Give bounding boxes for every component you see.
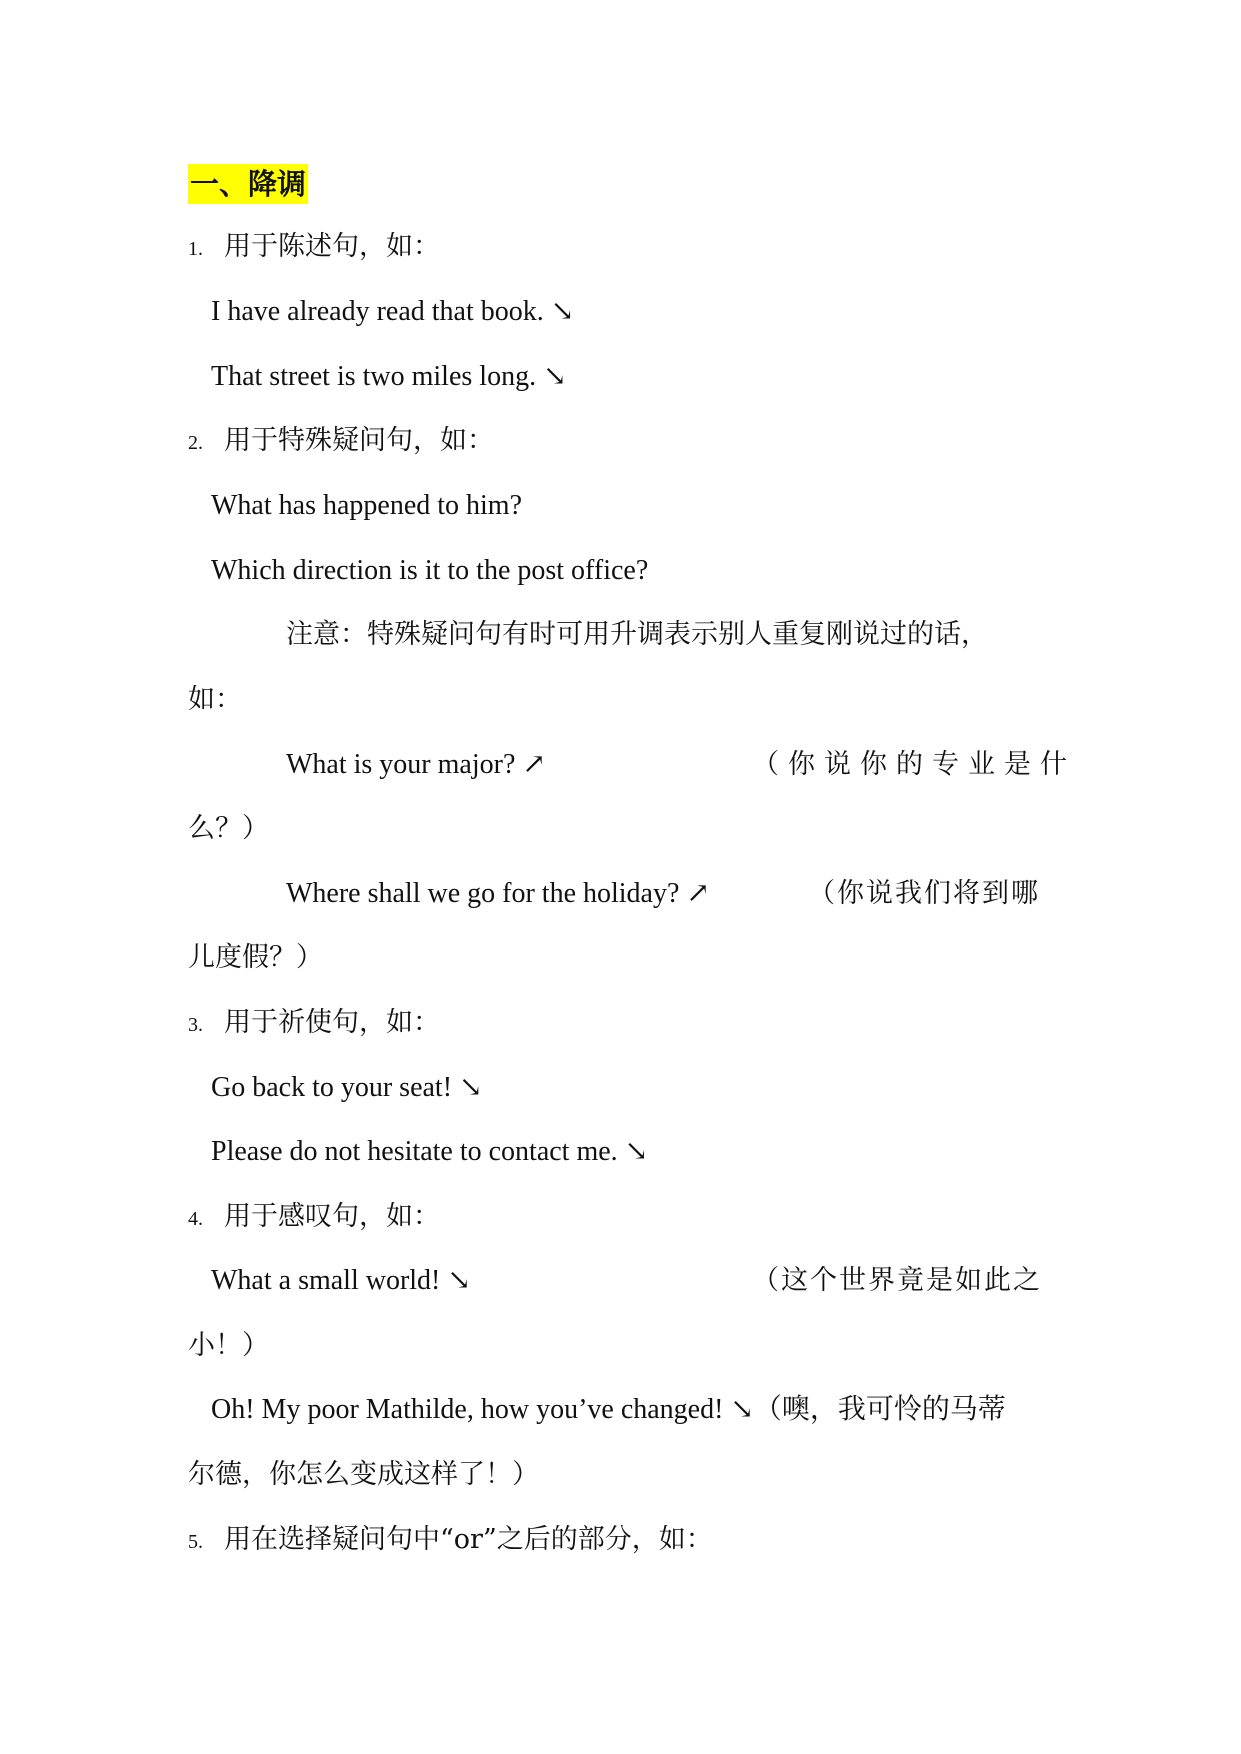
- list-item-3: [188, 1009, 440, 1036]
- list-text: 用在选择疑问句中“or”之后的部分，如：: [224, 1524, 713, 1555]
- list-number: 1.: [188, 238, 203, 260]
- list-text: 用于陈述句，如：: [224, 231, 440, 262]
- example-sentence: What has happened to him?: [211, 490, 523, 521]
- translation-continued: 小！）: [188, 1330, 269, 1361]
- translation-continued: 么？）: [188, 813, 269, 844]
- note-text: 注意：特殊疑问句有时可用升调表示别人重复刚说过的话，: [286, 619, 988, 650]
- list-text: 用于祈使句，如：: [224, 1007, 440, 1038]
- list-number: 4.: [188, 1208, 203, 1230]
- list-item-2: [188, 427, 494, 454]
- list-number: 3.: [188, 1014, 203, 1036]
- example-sentence: What a small world! ↘: [211, 1265, 471, 1296]
- example-sentence: Where shall we go for the holiday? ↗: [286, 878, 710, 909]
- list-item-1: [188, 233, 440, 260]
- list-item-4: [188, 1203, 440, 1230]
- list-number: 5.: [188, 1531, 203, 1553]
- translation: （你说你的专业是什: [752, 749, 1076, 780]
- example-sentence: Which direction is it to the post office?: [211, 555, 649, 586]
- example-sentence: I have already read that book. ↘: [211, 296, 575, 327]
- example-sentence: That street is two miles long. ↘: [211, 361, 567, 392]
- translation-continued: 尔德，你怎么变成这样了！）: [188, 1459, 539, 1490]
- list-number: 2.: [188, 432, 203, 454]
- section-heading: 一、降调: [188, 164, 308, 204]
- example-sentence: Go back to your seat! ↘: [211, 1072, 483, 1103]
- translation-continued: 儿度假？）: [188, 942, 323, 973]
- list-item-5: [188, 1526, 713, 1553]
- translation: （这个世界竟是如此之: [752, 1265, 1042, 1296]
- note-text-continued: 如：: [188, 684, 242, 715]
- translation: （你说我们将到哪: [808, 878, 1040, 909]
- example-sentence: What is your major? ↗: [286, 749, 546, 780]
- list-text: 用于感叹句，如：: [224, 1201, 440, 1232]
- example-sentence: Please do not hesitate to contact me. ↘: [211, 1136, 649, 1167]
- example-sentence: Oh! My poor Mathilde, how you’ve changed! ↘（噢，我可怜的马蒂: [211, 1394, 1006, 1425]
- list-text: 用于特殊疑问句，如：: [224, 425, 494, 456]
